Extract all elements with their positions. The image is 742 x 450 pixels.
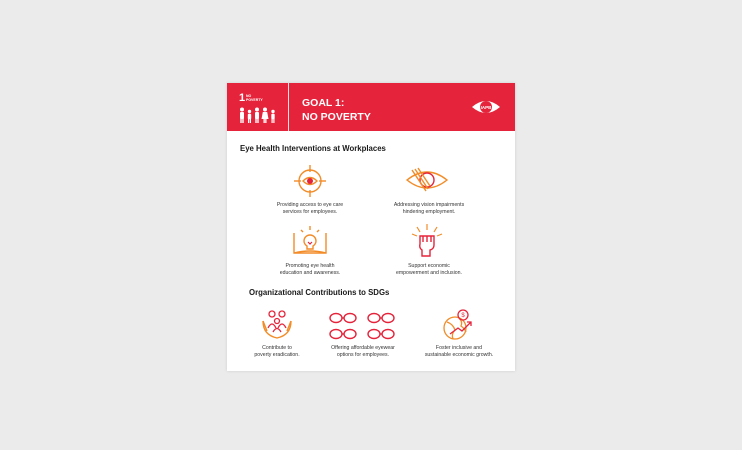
caption-eye-health-education: Promoting eye health education and awareness. [279, 263, 341, 276]
section-title-contributions: Organizational Contributions to SDGs [249, 288, 390, 297]
caption-vision-impairments: Addressing vision impairments hindering employment. [393, 202, 465, 215]
sdg-tile [227, 83, 289, 131]
sdg-label: NO POVERTY [246, 94, 263, 102]
lightbulb-book-icon [291, 223, 329, 259]
hands-people-icon [260, 307, 294, 341]
svg-text:$: $ [461, 313, 465, 319]
raised-fist-icon [409, 222, 445, 258]
caption-poverty-eradication: Contribute to poverty eradication. [254, 345, 300, 358]
goal-title: GOAL 1: [302, 97, 345, 109]
iapb-logo [471, 98, 501, 116]
globe-growth-icon [441, 308, 477, 342]
section-title-interventions: Eye Health Interventions at Workplaces [240, 144, 386, 153]
family-icon [239, 107, 277, 123]
svg-text:IAPB: IAPB [480, 104, 492, 110]
impaired-eye-icon [404, 165, 450, 195]
sdg-card [227, 83, 515, 371]
caption-economic-empowerment: Support economic empowerment and inclusion. [395, 263, 463, 276]
target-eye-icon [292, 163, 328, 199]
caption-affordable-eyewear: Offering affordable eyewear options for employees. [331, 345, 395, 358]
sdg-number: 1 [239, 92, 246, 104]
eyeglasses-icon [328, 311, 398, 341]
goal-subtitle: NO POVERTY [302, 111, 371, 123]
caption-economic-growth: Foster inclusive and sustainable economic growth. [424, 345, 494, 358]
goal-banner [227, 83, 515, 131]
caption-eye-care-access: Providing access to eye care services for employees. [276, 202, 344, 215]
